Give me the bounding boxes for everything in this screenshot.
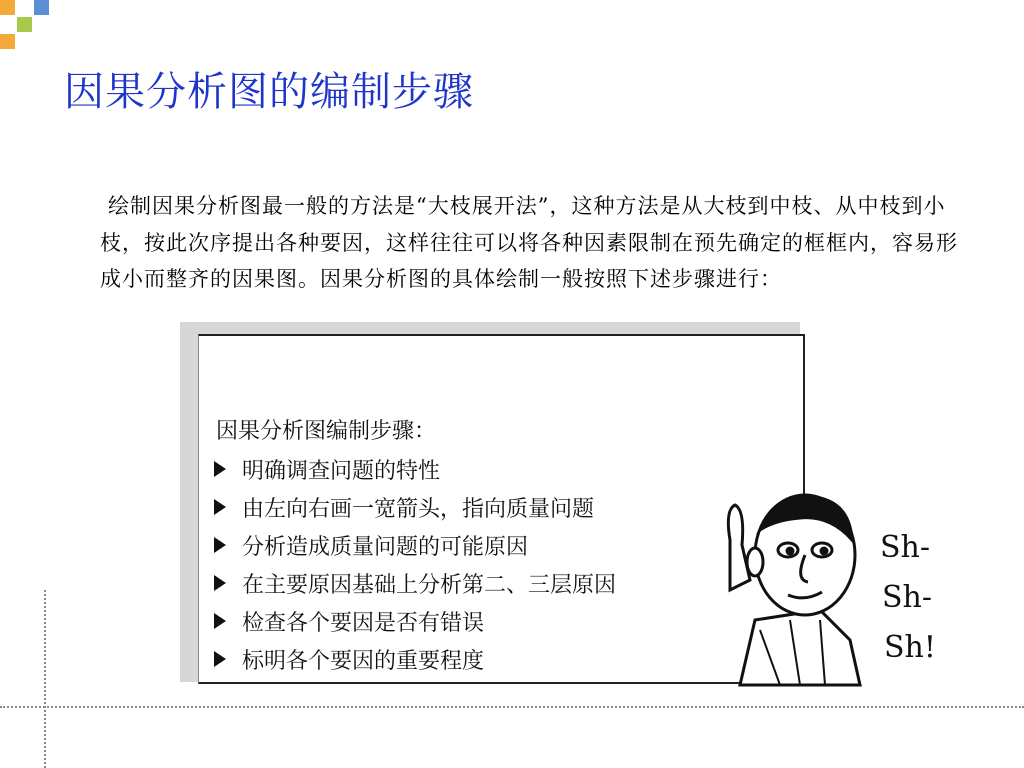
arrow-bullet-icon bbox=[214, 461, 226, 477]
logo-squares bbox=[0, 0, 50, 50]
speech-sh-3: Sh! bbox=[884, 630, 936, 665]
arrow-bullet-icon bbox=[214, 537, 226, 553]
speech-sh-1: Sh- bbox=[880, 530, 931, 565]
horizontal-dotted-line bbox=[0, 706, 1024, 708]
list-item: 明确调查问题的特性 bbox=[214, 450, 616, 488]
logo-square bbox=[17, 17, 32, 32]
intro-paragraph: 绘制因果分析图最一般的方法是“大枝展开法”，这种方法是从大枝到中枝、从中枝到小枝，按此次序提出各种要因，这样往往可以将各种因素限制在预先确定的框框内，容易形成小而整齐的因果图。因果分析图的具体绘制一般按照下述步骤进行： bbox=[100, 194, 958, 291]
vertical-dotted-line bbox=[44, 590, 46, 768]
arrow-bullet-icon bbox=[214, 651, 226, 667]
list-item: 分析造成质量问题的可能原因 bbox=[214, 526, 616, 564]
logo-square bbox=[34, 0, 49, 15]
speech-sh-2: Sh- bbox=[882, 580, 933, 615]
arrow-bullet-icon bbox=[214, 575, 226, 591]
slide-title: 因果分析图的编制步骤 bbox=[64, 69, 474, 115]
arrow-bullet-icon bbox=[214, 613, 226, 629]
logo-square bbox=[0, 0, 15, 15]
list-item: 由左向右画一宽箭头，指向质量问题 bbox=[214, 488, 616, 526]
logo-square bbox=[0, 34, 15, 49]
list-item: 检查各个要因是否有错误 bbox=[214, 602, 616, 640]
list-item: 在主要原因基础上分析第二、三层原因 bbox=[214, 564, 616, 602]
card-title: 因果分析图编制步骤： bbox=[216, 419, 437, 444]
steps-list bbox=[214, 450, 616, 678]
arrow-bullet-icon bbox=[214, 499, 226, 515]
list-item: 标明各个要因的重要程度 bbox=[214, 640, 616, 678]
